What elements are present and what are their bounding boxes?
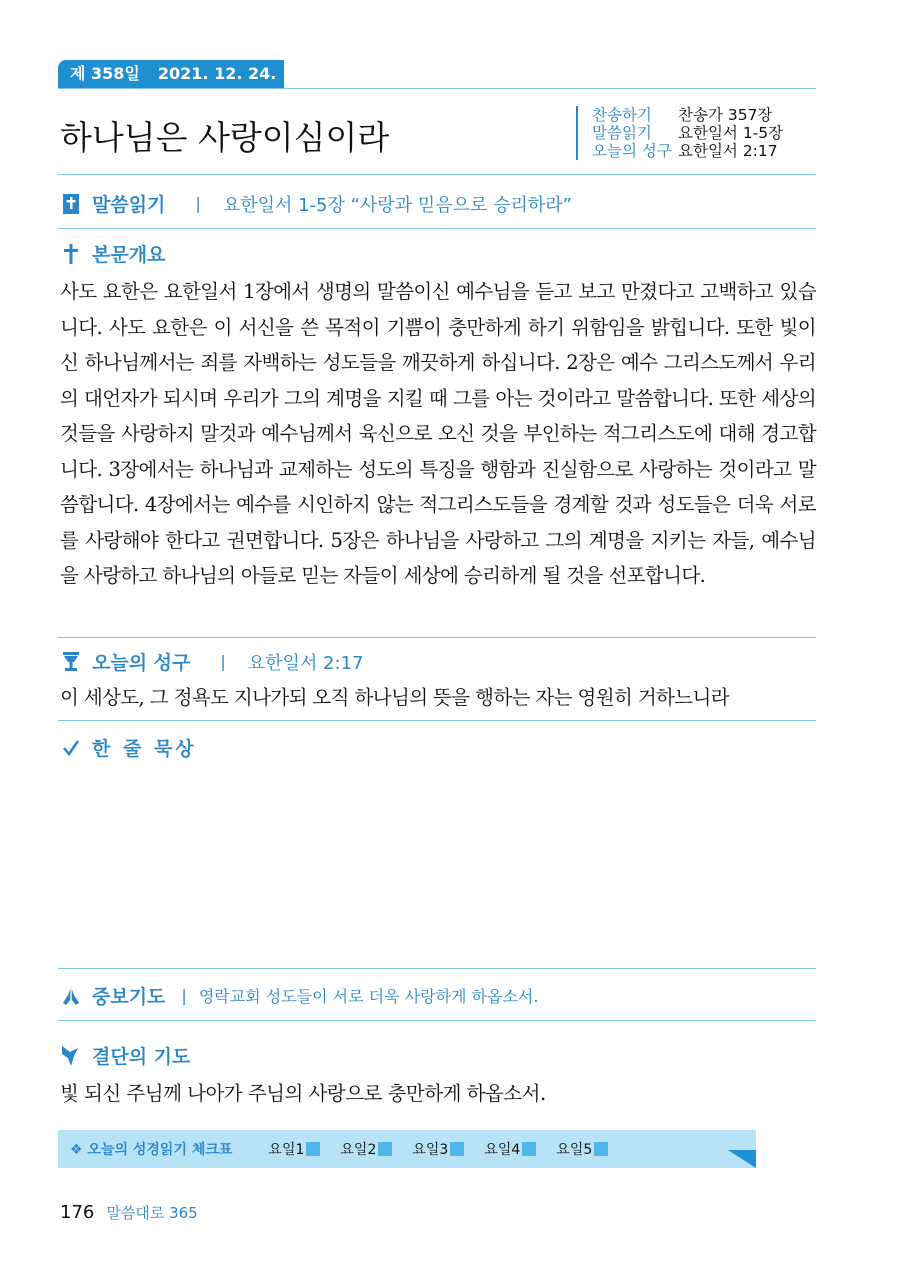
reading-checklist xyxy=(58,1130,756,1168)
overview-text: 사도 요한은 요한일서 1장에서 생명의 말씀이신 예수님을 듣고 보고 만졌다고 고백하고 있습니다. 사도 요한은 이 서신을 쓴 목적이 기쁨이 충만하게 하기 위함임을 밝힙니다. 또한 빛이신 하나님께서는 죄를 자백하는 성도들을 깨끗하게 하십니다. 2장은 예수 그리스도께서 우리의 대언자가 되시며 우리가 그의 계명을 지킬 때 그를 아는 것이라고 말씀합니다. 또한 세상의 것들을 사랑하지 말것과 예수님께서 육신으로 오신 것을 부인하는 적그리스도에 대해 경고합니다. 3장에서는 하나님과 교제하는 성도의 특징을 행함과 진실함으로 사랑하는 것이라고 말씀합니다. 4장에서는 예수를 시인하지 않는 적그리스도들을 경계할 것과 성도들은 더욱 서로를 사랑해야 한다고 권면합니다. 5장은 하나님을 사랑하고 그의 계명을 지키는 자들, 예수님을 사랑하고 하나님의 아들로 믿는 자들이 세상에 승리하게 될 것을 선포합니다. xyxy=(60,280,816,587)
reading-subtitle: 요한일서 1-5장 “사랑과 믿음으로 승리하라” xyxy=(222,194,572,216)
dove-icon xyxy=(60,1045,82,1067)
info-label: 오늘의 성구 xyxy=(592,142,672,160)
separator: | xyxy=(181,986,187,1005)
divider xyxy=(58,1020,816,1021)
intercession-heading xyxy=(60,982,538,1009)
checklist-day-5[interactable] xyxy=(556,1139,608,1159)
checklist-title: ❖ 오늘의 성경읽기 체크표 xyxy=(70,1142,233,1158)
info-label: 말씀읽기 xyxy=(592,124,652,142)
meditation-title: 한 줄 묵상 xyxy=(92,738,197,760)
checkbox[interactable] xyxy=(450,1142,464,1156)
info-row-verse xyxy=(592,142,783,160)
cross-icon xyxy=(60,243,82,265)
resolution-text: 빛 되신 주님께 나아가 주님의 사랑으로 충만하게 하옵소서. xyxy=(60,1082,546,1105)
intercession-title: 중보기도 xyxy=(92,986,166,1008)
verse-reference: 요한일서 2:17 xyxy=(247,652,364,674)
checkbox[interactable] xyxy=(378,1142,392,1156)
day-label: 요일5 xyxy=(556,1142,593,1158)
date-tab xyxy=(58,60,284,111)
info-value: 찬송가 357장 xyxy=(678,106,773,124)
day-label: 요일1 xyxy=(268,1142,305,1158)
separator: | xyxy=(195,194,201,213)
page-corner-decoration xyxy=(728,1150,756,1168)
separator: | xyxy=(220,652,226,671)
page-footer xyxy=(60,1202,198,1223)
checklist-day-4[interactable] xyxy=(484,1139,536,1159)
info-label: 찬송하기 xyxy=(592,106,652,124)
overview-title: 본문개요 xyxy=(92,244,166,266)
day-label: 제 358일 xyxy=(70,64,140,83)
checkbox[interactable] xyxy=(594,1142,608,1156)
divider xyxy=(58,228,816,229)
info-row-hymn xyxy=(592,106,783,124)
page-number: 176 xyxy=(60,1202,95,1223)
verse-heading xyxy=(60,648,363,675)
checkbox[interactable] xyxy=(522,1142,536,1156)
reading-title: 말씀읽기 xyxy=(92,194,166,216)
info-box xyxy=(576,106,783,160)
book-title: 말씀대로 365 xyxy=(106,1204,198,1222)
resolution-heading xyxy=(60,1042,190,1069)
verse-text: 이 세상도, 그 정욕도 지나가되 오직 하나님의 뜻을 행하는 자는 영원히 거하느니라 xyxy=(60,686,730,709)
checklist-day-3[interactable] xyxy=(412,1139,464,1159)
divider xyxy=(58,968,816,969)
intercession-text: 영락교회 성도들이 서로 더욱 사랑하게 하옵소서. xyxy=(198,987,539,1006)
divider xyxy=(58,637,816,638)
chalice-icon xyxy=(60,651,82,673)
day-label: 요일3 xyxy=(412,1142,449,1158)
divider xyxy=(58,174,816,175)
info-row-reading xyxy=(592,124,783,142)
resolution-title: 결단의 기도 xyxy=(92,1046,191,1068)
date: 2021. 12. 24. 금 xyxy=(70,64,277,111)
page-title: 하나님은 사랑이심이라 xyxy=(60,118,390,157)
reading-heading xyxy=(60,190,572,217)
day-label: 요일2 xyxy=(340,1142,377,1158)
info-value: 요한일서 1-5장 xyxy=(678,124,784,142)
meditation-heading xyxy=(60,734,197,761)
verse-title: 오늘의 성구 xyxy=(92,652,191,674)
checklist-day-1[interactable] xyxy=(268,1139,320,1159)
checklist-day-2[interactable] xyxy=(340,1139,392,1159)
divider xyxy=(58,88,816,89)
divider xyxy=(58,720,816,721)
info-value: 요한일서 2:17 xyxy=(678,142,778,160)
bible-icon xyxy=(60,193,82,215)
praying-hands-icon xyxy=(60,985,82,1007)
day-label: 요일4 xyxy=(484,1142,521,1158)
check-icon xyxy=(60,737,82,759)
overview-heading xyxy=(60,240,165,267)
checkbox[interactable] xyxy=(306,1142,320,1156)
